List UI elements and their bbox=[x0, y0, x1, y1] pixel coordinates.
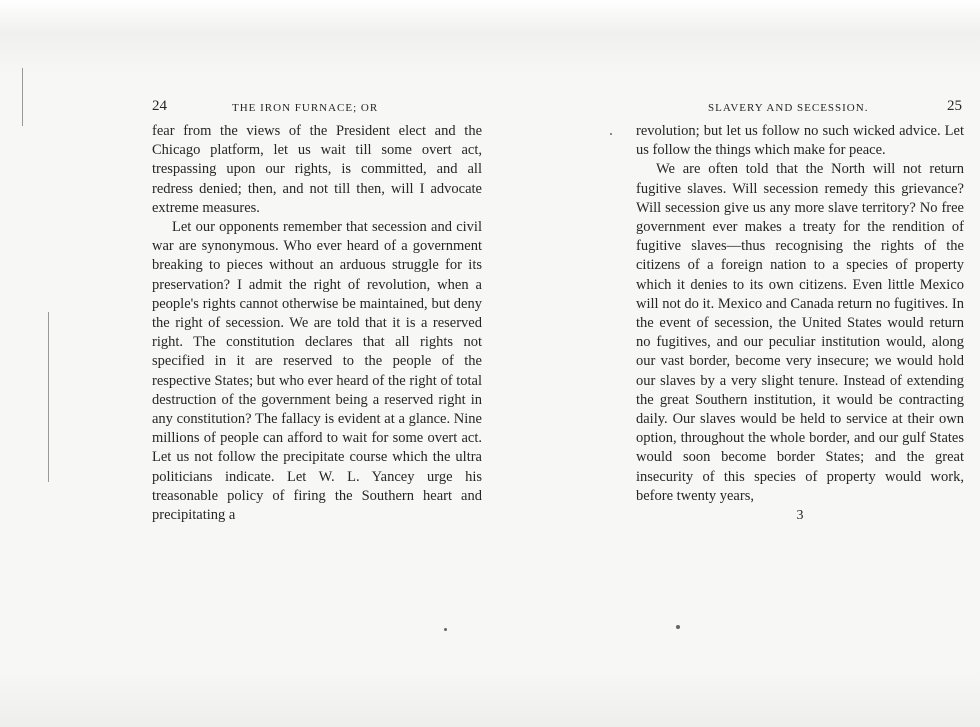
scan-top-shading bbox=[0, 0, 980, 75]
ink-speck bbox=[444, 628, 447, 631]
left-text-block bbox=[152, 122, 482, 525]
right-page-number: 25 bbox=[947, 98, 962, 114]
binding-mark bbox=[22, 68, 23, 126]
left-paragraph-1: fear from the views of the President elect and the Chicago platform, let us wait till some overt act, trespassing upon our rights, is committed, and all redress denied; then, and not till then, will I advocate extreme measures. bbox=[152, 123, 482, 216]
right-running-head bbox=[636, 100, 964, 122]
right-paragraph-1: revolution; but let us follow no such wicked advice. Let us follow the things which make for peace. bbox=[636, 123, 964, 159]
ink-speck bbox=[610, 133, 612, 135]
left-paragraph-2: Let our opponents remember that secession and civil war are synonymous. Who ever heard of a government breaking to pieces without an arduous struggle for its preservation? I admit the right of revolution, when a people's rights cannot otherwise be maintained, but deny the right of secession. We are told that it is a reserved right. The constitution declares that all rights not specified in it are reserved to the people of the respective States; but who ever heard of the right of total destruction of the government being a reserved right in any constitution? The fallacy is evident at a glance. Nine millions of people can afford to wait for some overt act. Let us not follow the precipitate course which the ultra politicians indicate. Let W. L. Yancey urge his treasonable policy of firing the Southern heart and precipitating a bbox=[152, 219, 482, 524]
signature-mark: 3 bbox=[796, 508, 804, 524]
left-page-number: 24 bbox=[152, 98, 167, 114]
right-paragraph-2: We are often told that the North will not return fugitive slaves. Will secession remedy this grievance? Will secession give us any more slave territory? No free government ever makes a treaty for the rendition of fugitive slaves—thus recognising the rights of the citizens of a foreign nation to a species of property which it denies to its own citizens. Even little Mexico will not do it. Mexico and Canada return no fugitives. In the event of secession, the United States would return no fugitives, and our peculiar institution would, along our vast border, become very insecure; we would hold our slaves by a very slight tenure. Instead of extending the great Southern institution, it would be contracting daily. Our slaves would be held to service at their own option, throughout the whole border, and our gulf States would soon become border States; and the great insecurity of this species of property would work, before twenty years, bbox=[636, 161, 964, 504]
right-text-block bbox=[636, 122, 964, 506]
binding-mark bbox=[48, 312, 49, 482]
right-running-title: SLAVERY AND SECESSION. bbox=[708, 102, 869, 114]
left-running-title: THE IRON FURNACE; OR bbox=[232, 102, 379, 114]
left-page bbox=[152, 100, 482, 525]
left-running-head bbox=[152, 100, 482, 122]
right-page bbox=[636, 100, 964, 524]
ink-speck bbox=[676, 625, 680, 629]
scan-bottom-shading bbox=[0, 672, 980, 727]
